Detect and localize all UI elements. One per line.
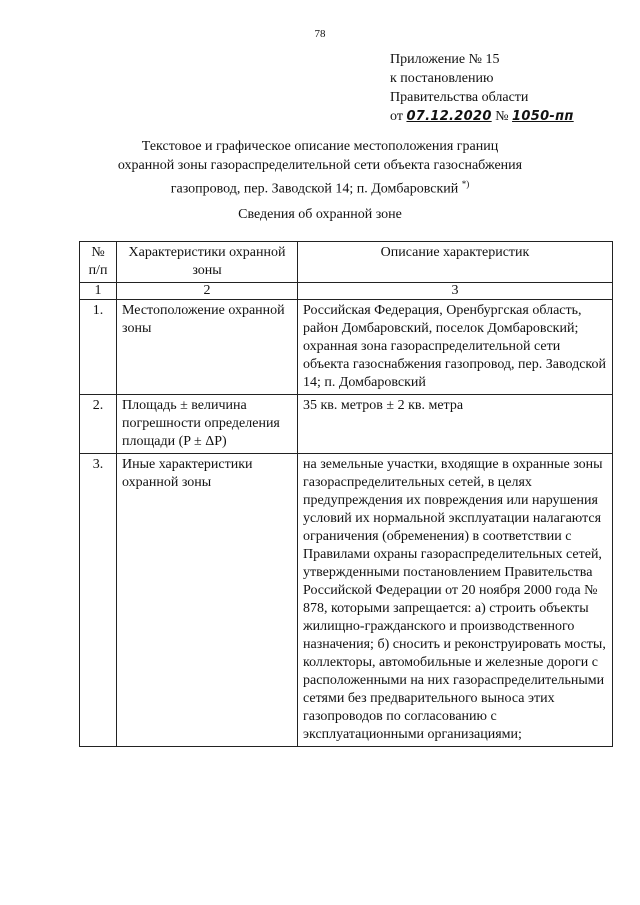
- header-characteristics: Характеристики охранной зоны: [117, 242, 298, 283]
- title-line-2: охранной зоны газораспределительной сети объекта газоснабжения: [117, 158, 523, 173]
- appendix-line-2: к постановлению: [390, 71, 494, 86]
- row-description: Российская Федерация, Оренбургская область, район Домбаровский, поселок Домбаровский; охранная зона газораспределительной сети объекта газоснабжения газопровод, пер. Заводской 14; п. Домбаровский: [298, 300, 613, 395]
- header-number: № п/п: [80, 242, 117, 283]
- appendix-line-3: Правительства области: [390, 90, 529, 105]
- table-row: [80, 454, 613, 747]
- table-header-row: [80, 242, 613, 283]
- page-number: 78: [314, 28, 326, 40]
- table-row: [80, 300, 613, 395]
- title-line-1: Текстовое и графическое описание местоположения границ: [141, 139, 499, 154]
- appendix-block: [390, 50, 574, 126]
- col-number-1: 1: [80, 283, 117, 300]
- col-number-3: 3: [298, 283, 613, 300]
- row-characteristic: Площадь ± величина погрешности определения площади (P ± ΔP): [117, 395, 298, 454]
- row-characteristic: Местоположение охранной зоны: [117, 300, 298, 395]
- row-number: 2.: [80, 395, 117, 454]
- header-description: Описание характеристик: [298, 242, 613, 283]
- row-number: 3.: [80, 454, 117, 747]
- handwritten-date: 07.12.2020: [406, 109, 492, 124]
- number-prefix: №: [495, 109, 509, 124]
- col-number-2: 2: [117, 283, 298, 300]
- appendix-line-1: Приложение № 15: [390, 52, 500, 67]
- footnote-mark: *): [461, 179, 470, 189]
- row-characteristic: Иные характеристики охранной зоны: [117, 454, 298, 747]
- appendix-date-line: [390, 107, 574, 126]
- title-line-3-text: газопровод, пер. Заводской 14; п. Домбаровский: [170, 181, 459, 197]
- document-title: [60, 137, 580, 199]
- row-description: 35 кв. метров ± 2 кв. метра: [298, 395, 613, 454]
- row-description: на земельные участки, входящие в охранные зоны газораспределительных сетей, в целях предупреждения их повреждения или нарушения условий их нормальной эксплуатации налагаются ограничения (обременения) в соответствии с Правилами охраны газораспределительных сетей, утвержденными постановлением Правительства Российской Федерации от 20 ноября 2000 года № 878, которыми запрещается: а) строить объекты жилищно-гражданского и производственного назначения; б) сносить и реконструировать мосты, коллекторы, автомобильные и железные дороги с расположенными на них газораспределительными сетями без предварительного выноса этих газопроводов по согласованию с эксплуатационными организациями;: [298, 454, 613, 747]
- date-prefix: от: [390, 109, 403, 124]
- section-title: Сведения об охранной зоне: [238, 207, 402, 222]
- table-row: [80, 395, 613, 454]
- title-line-3: [60, 175, 580, 199]
- handwritten-number: 1050-пп: [512, 109, 574, 124]
- row-number: 1.: [80, 300, 117, 395]
- column-number-row: [80, 283, 613, 300]
- zone-info-table: [79, 241, 613, 747]
